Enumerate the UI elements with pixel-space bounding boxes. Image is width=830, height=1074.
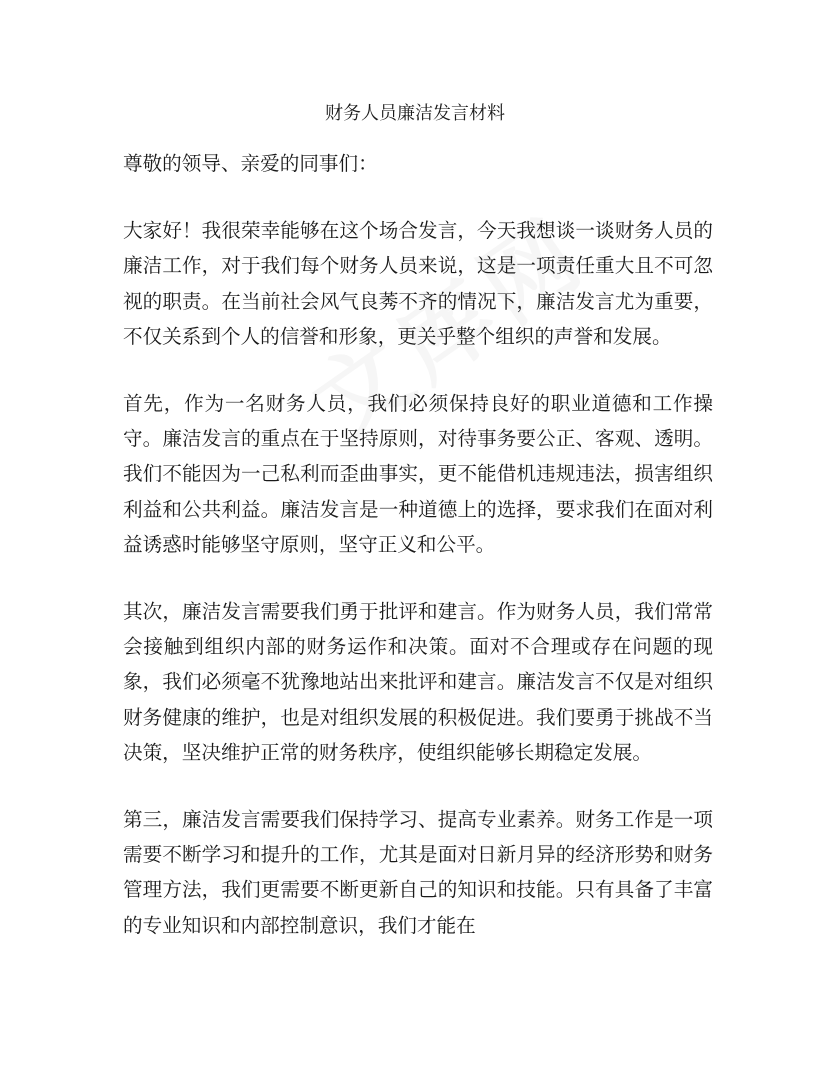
- document-title: 财务人员廉洁发言材料: [325, 103, 505, 124]
- paragraph-1: 大家好！我很荣幸能够在这个场合发言，今天我想谈一谈财务人员的廉洁工作，对于我们每个财务人员来说，这是一项责任重大且不可忽视的职责。在当前社会风气良莠不齐的情况下，廉洁发言尤为重要，不仅关系到个人的信誉和形象，更关乎整个组织的声誉和发展。: [123, 219, 713, 348]
- paragraph-2: 首先，作为一名财务人员，我们必须保持良好的职业道德和工作操守。廉洁发言的重点在于坚持原则，对待事务要公正、客观、透明。我们不能因为一己私利而歪曲事实，更不能借机违规违法，损害组织利益和公共利益。廉洁发言是一种道德上的选择，要求我们在面对利益诱惑时能够坚守原则，坚守正义和公平。: [123, 392, 713, 556]
- paragraph-4: 第三，廉洁发言需要我们保持学习、提高专业素养。财务工作是一项需要不断学习和提升的工作，尤其是面对日新月异的经济形势和财务管理方法，我们更需要不断更新自己的知识和技能。只有具备了丰富的专业知识和内部控制意识，我们才能在: [123, 808, 713, 937]
- greeting-line: 尊敬的领导、亲爱的同事们：: [123, 152, 378, 175]
- document-body: [123, 146, 713, 975]
- paragraph-3: 其次，廉洁发言需要我们勇于批评和建言。作为财务人员，我们常常会接触到组织内部的财务运作和决策。面对不合理或存在问题的现象，我们必须毫不犹豫地站出来批评和建言。廉洁发言不仅是对组织财务健康的维护，也是对组织发展的积极促进。我们要勇于挑战不当决策，坚决维护正常的财务秩序，使组织能够长期稳定发展。: [123, 600, 713, 764]
